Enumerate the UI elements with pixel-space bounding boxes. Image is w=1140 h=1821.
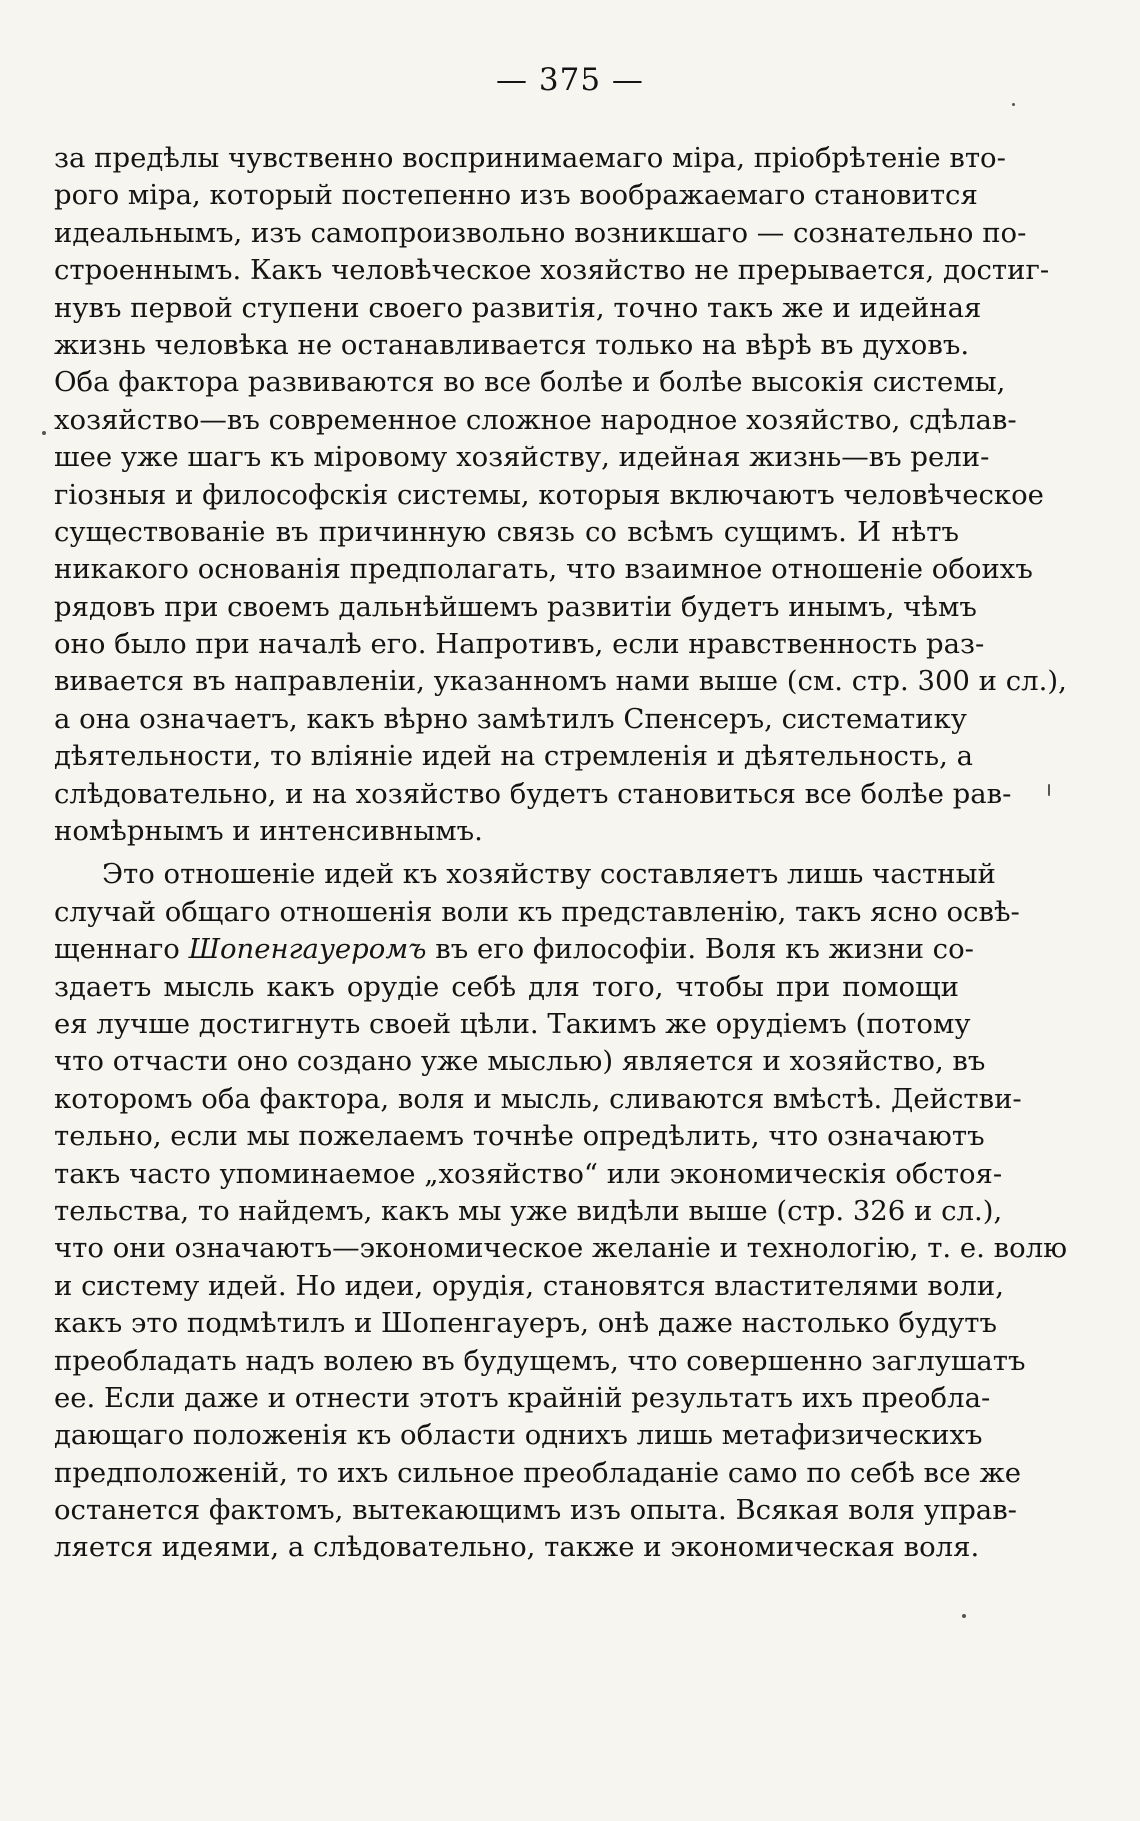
text-segment: въ его философіи. Воля къ жизни со- xyxy=(435,933,974,966)
text-line: тельства, то найдемъ, какъ мы уже видѣли выше (стр. 326 и сл.), xyxy=(54,1194,1003,1227)
text-line: идеальнымъ, изъ самопроизвольно возникшаго — сознательно по- xyxy=(54,216,1027,249)
text-line: останется фактомъ, вытекающимъ изъ опыта. Всякая воля управ- xyxy=(54,1494,1017,1527)
text-line: ея лучше достигнуть своей цѣли. Такимъ же орудіемъ (потому xyxy=(54,1007,971,1040)
text-line: за предѣлы чувственно воспринимаемаго міра, пріобрѣтеніе вто- xyxy=(54,142,1006,174)
scan-speck xyxy=(1012,103,1015,106)
page-number: — 375 — xyxy=(496,62,644,98)
paragraph-1 xyxy=(54,140,1067,850)
text-line: никакого основанія предполагать, что взаимное отношеніе обоихъ xyxy=(54,553,1033,586)
body-text xyxy=(54,140,1068,1567)
text-line: что они означаютъ—экономическое желаніе и технологію, т. е. волю xyxy=(54,1232,1068,1265)
text-line: какъ это подмѣтилъ и Шопенгауеръ, онѣ даже настолько будутъ xyxy=(54,1307,997,1340)
text-segment: щеннаго xyxy=(54,933,180,966)
text-line: шее уже шагъ къ міровому хозяйству, идейная жизнь—въ рели- xyxy=(54,441,990,474)
scan-speck xyxy=(1048,784,1050,796)
emphasized-name: Шопенгауеромъ xyxy=(188,933,427,966)
paragraph-2 xyxy=(54,856,1068,1566)
text-line: рого міра, который постепенно изъ воображаемаго становится xyxy=(54,179,978,212)
text-line: жизнь человѣка не останавливается только на вѣрѣ въ духовъ. xyxy=(54,328,970,361)
text-line-mixed xyxy=(54,931,974,968)
text-line: и систему идей. Но идеи, орудія, становятся властителями воли, xyxy=(54,1269,1004,1302)
text-line: а она означаетъ, какъ вѣрно замѣтилъ Спенсеръ, систематику xyxy=(54,702,967,735)
text-line: слѣдовательно, и на хозяйство будетъ становиться все болѣе рав- xyxy=(54,777,1012,810)
scan-speck xyxy=(42,431,46,435)
text-line: номѣрнымъ и интенсивнымъ. xyxy=(54,815,483,848)
text-line: оно было при началѣ его. Напротивъ, если нравственность раз- xyxy=(54,628,985,661)
text-line: дающаго положенія къ области однихъ лишь метафизическихъ xyxy=(54,1419,983,1452)
text-line: ляется идеями, а слѣдовательно, также и экономическая воля. xyxy=(54,1531,980,1564)
text-line: дѣятельности, то вліяніе идей на стремленія и дѣятельность, а xyxy=(54,740,973,773)
text-line: вивается въ направленіи, указанномъ нами выше (см. стр. 300 и сл.), xyxy=(54,665,1067,698)
text-line: тельно, если мы пожелаемъ точнѣе опредѣлить, что означаютъ xyxy=(54,1120,985,1153)
text-line: строеннымъ. Какъ человѣческое хозяйство не прерывается, достиг- xyxy=(54,254,1050,287)
text-line: случай общаго отношенія воли къ представленію, такъ ясно освѣ- xyxy=(54,895,1020,928)
text-line: гіозныя и философскія системы, которыя включаютъ человѣческое xyxy=(54,478,1044,511)
scan-speck xyxy=(962,1614,966,1618)
text-line: существованіе въ причинную связь со всѣмъ сущимъ. И нѣтъ xyxy=(54,515,959,548)
text-line: что отчасти оно создано уже мыслью) является и хозяйство, въ xyxy=(54,1045,986,1078)
text-line: ее. Если даже и отнести этотъ крайній результатъ ихъ преобла- xyxy=(54,1381,991,1414)
text-line: которомъ оба фактора, воля и мысль, сливаются вмѣстѣ. Действи- xyxy=(54,1082,1022,1115)
text-line: Это отношеніе идей къ хозяйству составляетъ лишь частный xyxy=(102,858,996,891)
text-line: нувъ первой ступени своего развитія, точно такъ же и идейная xyxy=(54,291,982,324)
text-line: хозяйство—въ современное сложное народное хозяйство, сдѣлав- xyxy=(54,403,1017,436)
text-line: преобладать надъ волею въ будущемъ, что совершенно заглушатъ xyxy=(54,1344,1026,1377)
text-line: здаетъ мысль какъ орудіе себѣ для того, чтобы при помощи xyxy=(54,970,959,1003)
text-line: рядовъ при своемъ дальнѣйшемъ развитіи будетъ инымъ, чѣмъ xyxy=(54,590,977,623)
text-line: такъ часто упоминаемое „хозяйство“ или экономическія обстоя- xyxy=(54,1157,1003,1190)
text-line: Оба фактора развиваются во все болѣе и болѣе высокія системы, xyxy=(54,366,1006,399)
text-line: предположеній, то ихъ сильное преобладаніе само по себѣ все же xyxy=(54,1456,1022,1489)
